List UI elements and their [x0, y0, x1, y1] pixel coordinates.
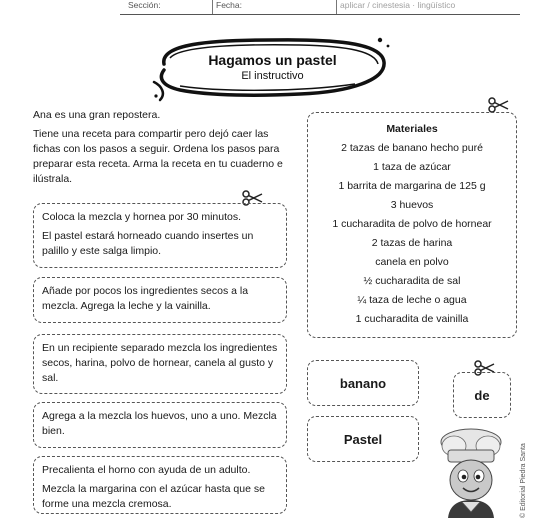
skills-label: aplicar / cinestesia · lingüístico	[340, 0, 456, 10]
step-card[interactable]	[33, 277, 287, 323]
material-item: 2 tazas de harina	[371, 237, 453, 249]
header-divider	[336, 0, 337, 14]
intro-paragraph: Tiene una receta para compartir pero dejó caer las fichas con los pasos a seguir. Ordena los pasos para preparar esta receta. Arma la receta en tu cuaderno e ilústrala.	[33, 128, 283, 185]
word-text: banano	[339, 375, 387, 391]
material-item: 1 barrita de margarina de 125 g	[338, 180, 486, 192]
word-text: de	[474, 387, 490, 403]
step-text: Mezcla la margarina con el azúcar hasta que se forme una mezcla cremosa.	[42, 483, 265, 510]
material-item: ¼ taza de leche o agua	[357, 294, 467, 306]
word-card-de[interactable]	[453, 372, 511, 418]
material-item: canela en polvo	[375, 256, 449, 268]
step-text: Agrega a la mezcla los huevos, uno a uno. Mezcla bien.	[42, 410, 277, 437]
step-text: Coloca la mezcla y hornea por 30 minutos.	[42, 211, 242, 223]
brush-stroke-frame	[150, 34, 395, 102]
scissors-icon	[488, 97, 510, 113]
step-text: El pastel estará horneado cuando insertes un palillo y este salga limpio.	[42, 230, 254, 257]
header-divider	[212, 0, 213, 14]
material-item: 1 cucharadita de polvo de hornear	[332, 218, 492, 230]
title-banner	[150, 34, 395, 102]
publisher-credit: © Editorial Piedra Santa	[520, 443, 527, 518]
step-text: Añade por pocos los ingredientes secos a la mezcla. Agrega la leche y la vainilla.	[42, 285, 249, 312]
intro-paragraph: Ana es una gran repostera.	[33, 109, 161, 121]
material-item: 2 tazas de banano hecho puré	[341, 142, 483, 154]
material-item: 3 huevos	[390, 199, 434, 211]
page-title: Hagamos un pastel	[208, 52, 337, 68]
word-card-banano[interactable]	[307, 360, 419, 406]
step-text: En un recipiente separado mezcla los ingredientes secos, harina, polvo de hornear, canela al gusto y sal.	[42, 342, 278, 384]
step-text: Precalienta el horno con ayuda de un adulto.	[42, 464, 251, 476]
section-label: Sección:	[128, 0, 161, 10]
chef-illustration	[426, 428, 516, 518]
header-rule	[120, 14, 520, 15]
materials-list	[314, 139, 510, 329]
intro-text	[33, 108, 295, 191]
step-card[interactable]	[33, 203, 287, 268]
material-item: 1 taza de azúcar	[373, 161, 451, 173]
step-card[interactable]	[33, 334, 287, 394]
materials-heading: Materiales	[386, 123, 438, 135]
material-item: 1 cucharadita de vainilla	[355, 313, 469, 325]
word-card-pastel[interactable]	[307, 416, 419, 462]
materials-card[interactable]	[307, 112, 517, 338]
page-subtitle: El instructivo	[241, 70, 304, 82]
word-text: Pastel	[343, 431, 383, 447]
step-card[interactable]	[33, 456, 287, 514]
step-card[interactable]	[33, 402, 287, 448]
material-item: ½ cucharadita de sal	[363, 275, 461, 287]
date-label: Fecha:	[216, 0, 242, 10]
